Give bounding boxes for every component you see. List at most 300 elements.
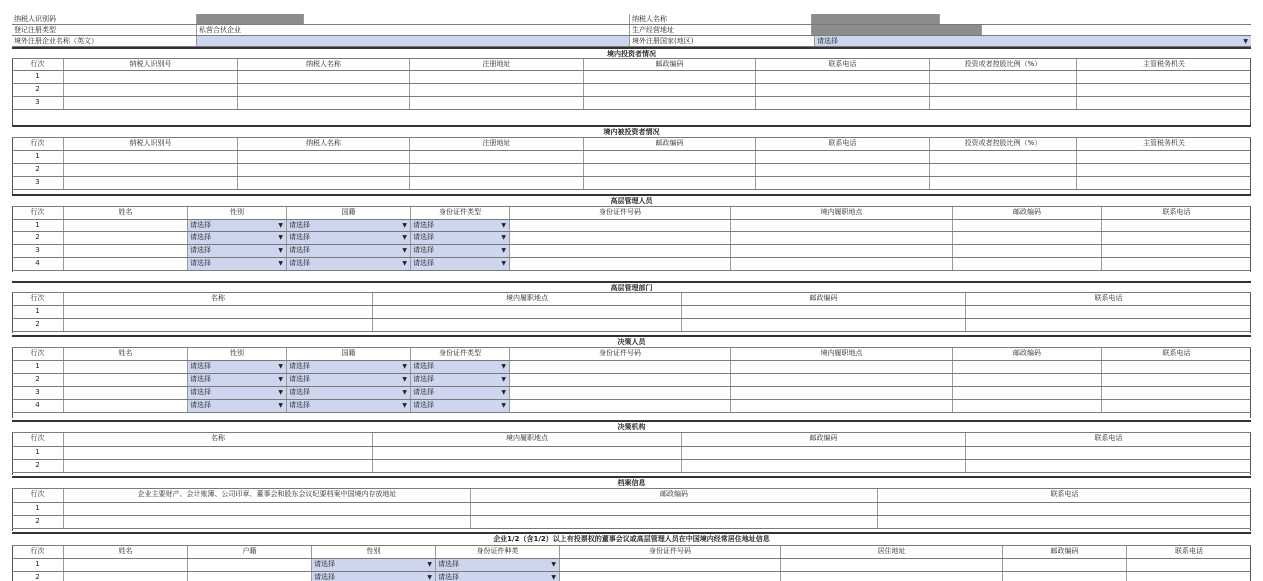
cell-input[interactable] <box>584 97 756 109</box>
chevron-down-icon: ▼ <box>402 247 407 254</box>
location-input[interactable] <box>731 374 953 386</box>
cell-input[interactable] <box>584 151 756 163</box>
col-header: 纳税人识别号 <box>64 138 238 150</box>
id-type-select[interactable] <box>411 361 510 373</box>
col-header: 名称 <box>64 433 373 446</box>
cell-input[interactable] <box>966 306 1251 318</box>
cell-input[interactable] <box>64 84 238 96</box>
col-header: 境内履职地点 <box>373 433 682 446</box>
location-input[interactable] <box>731 387 953 399</box>
col-header: 主管税务机关 <box>1143 139 1185 147</box>
col-header: 邮政编码 <box>584 138 756 150</box>
cell-input[interactable] <box>756 71 930 83</box>
location-input[interactable] <box>731 245 953 257</box>
chevron-down-icon: ▼ <box>501 260 506 267</box>
row-number: 1 <box>12 220 64 231</box>
cell-input[interactable] <box>682 319 966 331</box>
redacted-block <box>197 14 303 24</box>
id-number-input[interactable] <box>560 559 781 571</box>
tax-registration-sheet <box>12 14 1251 581</box>
cell-input[interactable] <box>1077 164 1251 176</box>
cell-input[interactable] <box>878 503 1251 515</box>
cell-input[interactable] <box>238 84 410 96</box>
name-input[interactable] <box>64 400 188 412</box>
table-row <box>12 84 1251 97</box>
table-row <box>12 177 1251 190</box>
cell-input[interactable] <box>238 71 410 83</box>
table-row <box>12 319 1251 332</box>
col-header: 邮政编码 <box>682 293 966 305</box>
col-header: 行次 <box>12 59 64 70</box>
row-number: 1 <box>12 361 64 373</box>
col-header: 行次 <box>12 348 64 360</box>
nationality-select[interactable] <box>287 374 411 386</box>
cell-input[interactable] <box>930 164 1077 176</box>
cell-input[interactable] <box>373 460 682 472</box>
col-header: 户籍 <box>188 546 312 558</box>
id-number-input[interactable] <box>510 220 731 231</box>
section-title-senior-departments: 高层管理部门 <box>12 281 1251 293</box>
postcode-input[interactable] <box>953 220 1102 231</box>
cell-input[interactable] <box>966 460 1251 472</box>
select-value: 请选择 <box>438 573 459 581</box>
chevron-down-icon: ▼ <box>402 389 407 396</box>
cell-input[interactable] <box>238 164 410 176</box>
col-header: 行次 <box>12 138 64 150</box>
id-number-input[interactable] <box>510 374 731 386</box>
id-number-input[interactable] <box>560 572 781 581</box>
chevron-down-icon: ▼ <box>551 574 556 581</box>
foreign-country-label: 境外注册国家(地区) <box>630 36 815 46</box>
cell-input[interactable] <box>1077 177 1251 189</box>
nationality-select[interactable] <box>287 361 411 373</box>
col-header: 邮政编码 <box>682 433 966 446</box>
cell-input[interactable] <box>1077 71 1251 83</box>
gender-select[interactable] <box>312 572 436 581</box>
nationality-select[interactable] <box>287 400 411 412</box>
col-header: 邮政编码 <box>471 489 878 502</box>
cell-input[interactable] <box>410 177 584 189</box>
row-number: 1 <box>12 71 64 83</box>
location-input[interactable] <box>731 361 953 373</box>
foreign-name-input[interactable] <box>197 36 630 46</box>
nationality-select[interactable] <box>287 245 411 257</box>
cell-input[interactable] <box>410 97 584 109</box>
postcode-input[interactable] <box>953 374 1102 386</box>
table-row <box>12 220 1251 232</box>
cell-input[interactable] <box>1077 84 1251 96</box>
select-value: 请选择 <box>289 221 310 229</box>
taxpayer-name-label: 纳税人名称 <box>630 14 812 24</box>
col-header: 联系电话 <box>756 59 930 70</box>
cell-input[interactable] <box>64 97 238 109</box>
table-header-row <box>12 138 1251 151</box>
business-address-label: 生产经营地址 <box>630 25 812 35</box>
table-row <box>12 400 1251 413</box>
foreign-country-value: 请选择 <box>817 37 838 45</box>
nationality-select[interactable] <box>287 220 411 231</box>
cell-input[interactable] <box>64 516 471 528</box>
chevron-down-icon: ▼ <box>278 389 283 396</box>
phone-input[interactable] <box>1102 245 1251 257</box>
id-type-select[interactable] <box>436 559 560 571</box>
col-header: 投资或者控股比例（%） <box>930 138 1077 150</box>
chevron-down-icon: ▼ <box>278 222 283 229</box>
name-input[interactable] <box>64 387 188 399</box>
col-header: 投资或者控股比例（%） <box>930 59 1077 70</box>
col-header: 性别 <box>188 348 287 360</box>
chevron-down-icon: ▼ <box>402 260 407 267</box>
business-address-field[interactable] <box>812 25 982 35</box>
gender-select[interactable] <box>188 361 287 373</box>
section-title-board-residence: 企业1/2（含1/2）以上有投票权的董事会议或高层管理人员在中国境内经常居住地址信息 <box>12 532 1251 546</box>
col-header: 国籍 <box>287 207 411 219</box>
cell-input[interactable] <box>373 306 682 318</box>
business-address-extra[interactable] <box>982 25 1251 35</box>
phone-input[interactable] <box>1102 400 1251 412</box>
select-value: 请选择 <box>289 362 310 370</box>
cell-input[interactable] <box>238 97 410 109</box>
table-row <box>12 151 1251 164</box>
id-type-select[interactable] <box>411 245 510 257</box>
name-input[interactable] <box>64 220 188 231</box>
postcode-input[interactable] <box>953 361 1102 373</box>
table-decision-bodies <box>12 433 1251 475</box>
cell-input[interactable] <box>410 164 584 176</box>
table-header-row <box>12 433 1251 447</box>
select-value: 请选择 <box>190 221 211 229</box>
cell-input[interactable] <box>238 177 410 189</box>
chevron-down-icon: ▼ <box>402 234 407 241</box>
col-header: 境内履职地点 <box>731 348 953 360</box>
cell-input[interactable] <box>64 319 373 331</box>
cell-input[interactable] <box>584 177 756 189</box>
col-header: 行次 <box>12 546 64 558</box>
select-value: 请选择 <box>438 560 459 568</box>
chevron-down-icon: ▼ <box>278 260 283 267</box>
cell-input[interactable] <box>238 151 410 163</box>
residence-input[interactable] <box>781 559 1003 571</box>
section-title-domestic-investors: 境内投资者情况 <box>12 47 1251 59</box>
select-value: 请选择 <box>413 362 434 370</box>
foreign-country-select[interactable] <box>815 36 1251 46</box>
col-header: 纳税人名称 <box>238 59 410 70</box>
chevron-down-icon: ▼ <box>278 247 283 254</box>
col-header: 纳税人名称 <box>238 138 410 150</box>
foreign-name-label: 境外注册企业名称（英文） <box>12 36 197 46</box>
table-board-residence <box>12 546 1251 581</box>
row-number: 4 <box>12 400 64 412</box>
col-header: 企业主要财产、会计账簿、公司印章、董事会和股东会议纪要档案中国境内存放地址 <box>64 489 471 502</box>
select-value: 请选择 <box>190 401 211 409</box>
cell-input[interactable] <box>930 97 1077 109</box>
row-number: 1 <box>12 306 64 318</box>
phone-input[interactable] <box>1127 572 1251 581</box>
cell-input[interactable] <box>584 71 756 83</box>
id-type-select[interactable] <box>411 400 510 412</box>
col-header: 境内履职地点 <box>373 293 682 305</box>
gender-select[interactable] <box>188 374 287 386</box>
cell-input[interactable] <box>682 306 966 318</box>
reg-type-label: 登记注册类型 <box>12 25 197 35</box>
col-header: 行次 <box>12 207 64 219</box>
cell-input[interactable] <box>930 71 1077 83</box>
table-archives <box>12 489 1251 531</box>
cell-input[interactable] <box>410 84 584 96</box>
phone-input[interactable] <box>1102 374 1251 386</box>
table-row <box>12 516 1251 529</box>
section-title-archives: 档案信息 <box>12 476 1251 489</box>
id-number-input[interactable] <box>510 258 731 270</box>
cell-input[interactable] <box>64 164 238 176</box>
cell-input[interactable] <box>471 503 878 515</box>
select-value: 请选择 <box>190 233 211 241</box>
chevron-down-icon: ▼ <box>501 376 506 383</box>
select-value: 请选择 <box>413 388 434 396</box>
cell-input[interactable] <box>64 71 238 83</box>
gender-select[interactable] <box>188 387 287 399</box>
postcode-input[interactable] <box>953 387 1102 399</box>
taxpayer-name-field[interactable] <box>812 14 940 24</box>
postcode-input[interactable] <box>953 258 1102 270</box>
col-header: 身份证件号码 <box>560 546 781 558</box>
gender-select[interactable] <box>188 232 287 244</box>
cell-input[interactable] <box>471 516 878 528</box>
chevron-down-icon: ▼ <box>278 234 283 241</box>
col-header: 名称 <box>64 293 373 305</box>
col-header: 姓名 <box>64 348 188 360</box>
col-header: 身份证件号码 <box>510 207 731 219</box>
col-header: 姓名 <box>64 546 188 558</box>
location-input[interactable] <box>731 220 953 231</box>
section-title-decision-makers: 决策人员 <box>12 335 1251 348</box>
name-input[interactable] <box>64 361 188 373</box>
phone-input[interactable] <box>1102 232 1251 244</box>
chevron-down-icon: ▼ <box>501 247 506 254</box>
taxpayer-id-label: 纳税人识别码 <box>12 14 197 24</box>
cell-input[interactable] <box>682 460 966 472</box>
table-row <box>12 460 1251 473</box>
cell-input[interactable] <box>930 177 1077 189</box>
row-number: 3 <box>12 245 64 257</box>
postcode-input[interactable] <box>1003 559 1127 571</box>
table-senior-departments <box>12 293 1251 333</box>
select-value: 请选择 <box>314 573 335 581</box>
household-input[interactable] <box>188 559 312 571</box>
nationality-select[interactable] <box>287 258 411 270</box>
table-row <box>12 572 1251 581</box>
table-row <box>12 387 1251 400</box>
table-row <box>12 503 1251 516</box>
cell-input[interactable] <box>756 97 930 109</box>
name-input[interactable] <box>64 559 188 571</box>
col-header: 行次 <box>12 489 64 502</box>
cell-input[interactable] <box>410 151 584 163</box>
row-number: 1 <box>12 447 64 459</box>
col-header: 联系电话 <box>756 138 930 150</box>
cell-input[interactable] <box>64 306 373 318</box>
postcode-input[interactable] <box>953 245 1102 257</box>
cell-input[interactable] <box>373 447 682 459</box>
col-header: 注册地址 <box>410 138 584 150</box>
cell-input[interactable] <box>64 503 471 515</box>
id-number-input[interactable] <box>510 361 731 373</box>
taxpayer-id-field[interactable] <box>197 14 304 24</box>
col-header: 境内履职地点 <box>731 207 953 219</box>
id-number-input[interactable] <box>510 232 731 244</box>
row-number: 2 <box>12 516 64 528</box>
col-header: 性别 <box>312 546 436 558</box>
cell-input[interactable] <box>373 319 682 331</box>
select-value: 请选择 <box>289 259 310 267</box>
name-input[interactable] <box>64 258 188 270</box>
cell-input[interactable] <box>584 164 756 176</box>
gender-select[interactable] <box>188 258 287 270</box>
phone-input[interactable] <box>1102 220 1251 231</box>
row-number: 3 <box>12 387 64 399</box>
section-title-senior-managers: 高层管理人员 <box>12 194 1251 207</box>
table-header-row <box>12 293 1251 306</box>
household-input[interactable] <box>188 572 312 581</box>
row-number: 1 <box>12 559 64 571</box>
nationality-select[interactable] <box>287 387 411 399</box>
cell-input[interactable] <box>756 177 930 189</box>
row-number: 2 <box>12 374 64 386</box>
redacted-block <box>812 14 939 24</box>
cell-input[interactable] <box>584 84 756 96</box>
cell-input[interactable] <box>64 177 238 189</box>
name-input[interactable] <box>64 245 188 257</box>
table-row <box>12 374 1251 387</box>
select-value: 请选择 <box>314 560 335 568</box>
select-value: 请选择 <box>289 388 310 396</box>
redacted-block <box>812 25 981 35</box>
col-header: 联系电话 <box>1175 547 1203 555</box>
phone-input[interactable] <box>1102 387 1251 399</box>
cell-input[interactable] <box>64 151 238 163</box>
table-header-row <box>12 489 1251 503</box>
gender-select[interactable] <box>188 220 287 231</box>
location-input[interactable] <box>731 258 953 270</box>
cell-input[interactable] <box>930 151 1077 163</box>
row-number: 2 <box>12 460 64 472</box>
chevron-down-icon: ▼ <box>402 363 407 370</box>
cell-input[interactable] <box>64 460 373 472</box>
postcode-input[interactable] <box>953 232 1102 244</box>
id-type-select[interactable] <box>411 220 510 231</box>
cell-input[interactable] <box>1077 97 1251 109</box>
chevron-down-icon: ▼ <box>278 363 283 370</box>
col-header: 联系电话 <box>1094 434 1123 442</box>
nationality-select[interactable] <box>287 232 411 244</box>
reg-type-value[interactable]: 私营合伙企业 <box>197 25 630 35</box>
phone-input[interactable] <box>1102 361 1251 373</box>
col-header: 纳税人识别号 <box>64 59 238 70</box>
table-header-row <box>12 348 1251 361</box>
cell-input[interactable] <box>64 447 373 459</box>
col-header: 姓名 <box>64 207 188 219</box>
chevron-down-icon: ▼ <box>551 561 556 568</box>
cell-input[interactable] <box>756 151 930 163</box>
gender-select[interactable] <box>188 400 287 412</box>
id-type-select[interactable] <box>436 572 560 581</box>
section-title-decision-bodies: 决策机构 <box>12 420 1251 433</box>
section-title-domestic-invested: 境内被投资者情况 <box>12 125 1251 138</box>
gender-select[interactable] <box>188 245 287 257</box>
name-input[interactable] <box>64 572 188 581</box>
id-number-input[interactable] <box>510 245 731 257</box>
name-input[interactable] <box>64 374 188 386</box>
postcode-input[interactable] <box>953 400 1102 412</box>
residence-input[interactable] <box>781 572 1003 581</box>
id-type-select[interactable] <box>411 387 510 399</box>
table-header-row <box>12 59 1251 71</box>
table-row <box>12 245 1251 258</box>
cell-input[interactable] <box>682 447 966 459</box>
id-number-input[interactable] <box>510 387 731 399</box>
id-number-input[interactable] <box>510 400 731 412</box>
row-number: 3 <box>12 97 64 109</box>
select-value: 请选择 <box>289 233 310 241</box>
chevron-down-icon: ▼ <box>278 402 283 409</box>
col-header: 身份证件号码 <box>510 348 731 360</box>
header-row-foreign <box>12 36 1251 47</box>
row-number: 2 <box>12 232 64 244</box>
id-type-select[interactable] <box>411 258 510 270</box>
cell-input[interactable] <box>930 84 1077 96</box>
id-type-select[interactable] <box>411 232 510 244</box>
col-header: 邮政编码 <box>584 59 756 70</box>
name-input[interactable] <box>64 232 188 244</box>
row-number: 1 <box>12 503 64 515</box>
cell-input[interactable] <box>878 516 1251 528</box>
cell-input[interactable] <box>756 84 930 96</box>
table-row <box>12 164 1251 177</box>
gender-select[interactable] <box>312 559 436 571</box>
taxpayer-id-extra[interactable] <box>304 14 630 24</box>
taxpayer-name-extra[interactable] <box>940 14 1251 24</box>
cell-input[interactable] <box>410 71 584 83</box>
col-header: 联系电话 <box>1050 490 1079 498</box>
cell-input[interactable] <box>756 164 930 176</box>
location-input[interactable] <box>731 400 953 412</box>
header-row-taxpayer <box>12 14 1251 25</box>
chevron-down-icon: ▼ <box>402 222 407 229</box>
cell-input[interactable] <box>966 319 1251 331</box>
select-value: 请选择 <box>190 246 211 254</box>
postcode-input[interactable] <box>1003 572 1127 581</box>
phone-input[interactable] <box>1102 258 1251 270</box>
col-header: 居住地址 <box>781 546 1003 558</box>
col-header: 联系电话 <box>1162 208 1191 216</box>
cell-input[interactable] <box>1077 151 1251 163</box>
phone-input[interactable] <box>1127 559 1251 571</box>
col-header: 身份证件类型 <box>411 207 510 219</box>
col-header: 邮政编码 <box>1003 546 1127 558</box>
cell-input[interactable] <box>966 447 1251 459</box>
row-number: 2 <box>12 319 64 331</box>
table-header-row <box>12 546 1251 559</box>
col-header: 行次 <box>12 433 64 446</box>
select-value: 请选择 <box>190 388 211 396</box>
col-header: 联系电话 <box>1094 294 1123 302</box>
row-number: 2 <box>12 84 64 96</box>
location-input[interactable] <box>731 232 953 244</box>
col-header: 身份证件类型 <box>411 348 510 360</box>
chevron-down-icon: ▼ <box>278 376 283 383</box>
id-type-select[interactable] <box>411 374 510 386</box>
select-value: 请选择 <box>289 401 310 409</box>
